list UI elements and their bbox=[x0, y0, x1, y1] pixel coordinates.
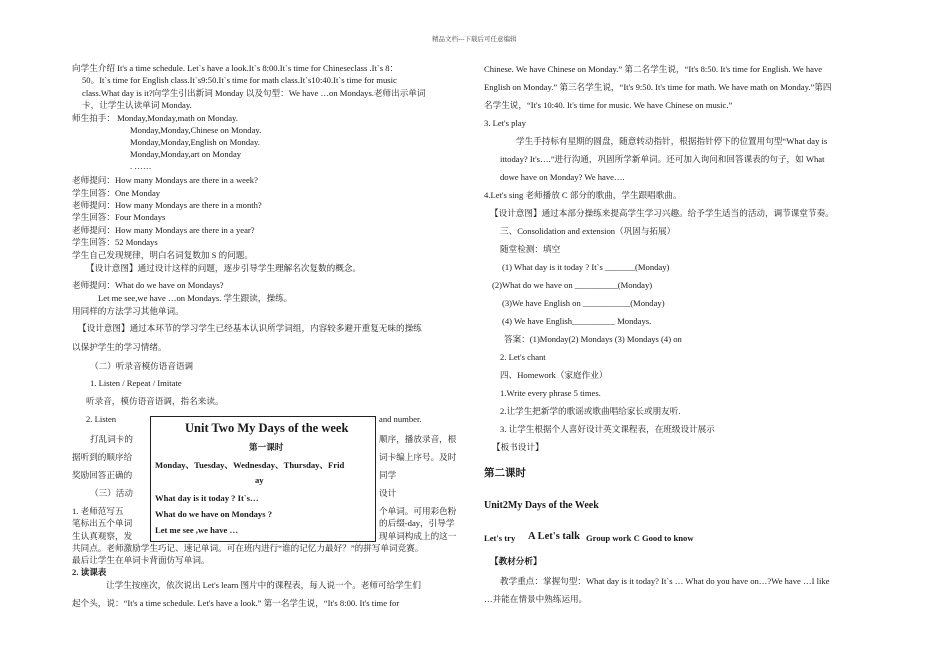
paragraph-fragment: 设计 bbox=[379, 488, 397, 498]
board-title: Unit Two My Days of the week bbox=[185, 421, 349, 435]
board-lesson: 第一课时 bbox=[249, 442, 284, 452]
section-heading: 3. Let's play bbox=[484, 118, 526, 128]
paragraph-line: 让学生按座次，依次说出 Let's learn 图片中的课程表，每人说一个。老师可给学生们 bbox=[106, 580, 421, 590]
analysis-heading: 【教材分析】 bbox=[490, 556, 542, 566]
dialogue-line: 学生回答：One Monday bbox=[72, 188, 161, 198]
design-intent-note: 【设计意图】通过设计这样的问题，逐步引导学生理解名次复数的概念。 bbox=[86, 263, 362, 273]
design-intent-note: 【设计意图】通过本部分操练来提高学生学习兴趣。给予学生适当的活动，调节课堂节奏。 bbox=[490, 208, 834, 218]
paragraph-line: 名学生说，“It's 10:40. It's time for music. We have Chinese on music.” bbox=[484, 100, 733, 110]
paragraph-fragment: 笔标出五个单词 bbox=[72, 518, 133, 528]
design-intent-note: 【设计意图】通过本环节的学习学生已经基本认识所学词组，内容较多避开重复无味的操练 bbox=[78, 323, 422, 333]
dialogue-line: 老师提问：How many Mondays are there in a year? bbox=[72, 225, 255, 235]
paragraph-line: 最后让学生在单词卡背面仿写单词。 bbox=[72, 555, 210, 565]
activity-label: Group work C Good to know bbox=[586, 533, 694, 543]
paragraph-line: 卡，让学生认读单词 Monday. bbox=[82, 100, 192, 110]
board-design-heading: 【板书设计】 bbox=[492, 442, 544, 452]
chant-line: Monday,Monday,art on Monday bbox=[130, 149, 242, 159]
paragraph-fragment: 1. 老师范写五 bbox=[72, 506, 124, 516]
paragraph-line: 用同样的方法学习其他单词。 bbox=[72, 306, 184, 316]
paragraph-line: …并能在情景中熟练运用。 bbox=[484, 594, 588, 604]
paragraph-line: English on Monday.” 第三名学生说，“It's 9:50. It's time for math. We have math on Monday.”第四 bbox=[484, 82, 832, 92]
paragraph-line: 老师提问：What do we have on Mondays? bbox=[72, 280, 224, 290]
board-design-box bbox=[150, 416, 376, 542]
board-question: What do we have on Mondays ? bbox=[155, 509, 272, 519]
paragraph-line: 教学重点：掌握句型：What day is it today? It`s … What do you have on…?We have …I like bbox=[500, 576, 830, 586]
activity-label: A Let's talk bbox=[528, 531, 580, 542]
dialogue-line: 学生回答：52 Mondays bbox=[72, 237, 158, 247]
paragraph-fragment: 奖励回答正确的 bbox=[72, 470, 133, 480]
paragraph-line: 2. Listen bbox=[86, 414, 117, 424]
paragraph-line: Let me see,we have …on Mondays. 学生跟读，操练。 bbox=[98, 293, 293, 303]
header-note: 精品文档---下载后可任意编辑 bbox=[432, 36, 517, 43]
homework-item: 3. 让学生根据个人喜好设计英文课程表，在班级设计展示 bbox=[500, 424, 715, 434]
section-heading: 2. 读课表 bbox=[72, 567, 107, 577]
paragraph-line: 学生手持标有星期的圆盘，随意转动指针，根据指针停下的位置用句型“What day is bbox=[516, 136, 828, 146]
paragraph-line: 向学生介绍 It's a time schedule. Let`s have a look.It`s 8:00.It`s time for Chineseclass .It`s 8： bbox=[72, 63, 399, 73]
board-days-tail: ay bbox=[255, 475, 264, 485]
paragraph-fragment: 打乱词卡的 bbox=[90, 434, 133, 444]
paragraph-line: 随堂检测：填空 bbox=[500, 244, 561, 254]
lesson-heading: 第二课时 bbox=[484, 468, 526, 479]
design-intent-note: 以保护学生的学习情绪。 bbox=[72, 342, 167, 352]
paragraph-line: ittoday? It's….”进行沟通，巩固所学新单词。还可加入询问和回答课表的句子，如 What bbox=[500, 154, 825, 164]
quiz-item: (1) What day is it today ? It`s _______(Monday) bbox=[502, 262, 670, 272]
dialogue-line: 学生回答：Four Mondays bbox=[72, 212, 166, 222]
paragraph-line: 50。It`s time for English class.It`s9:50.It`s time for math class.It`s10:40.It`s time for music bbox=[82, 75, 397, 85]
quiz-answers: 答案：(1)Monday(2) Mondays (3) Mondays (4) on bbox=[504, 334, 682, 344]
paragraph-line: 共同点。老师激励学生巧记、速记单词。可在班内进行“谁的记忆力最好？”的拼写单词竞赛。 bbox=[72, 543, 424, 553]
paragraph-fragment: 个单词。可用彩色粉 bbox=[379, 506, 457, 516]
paragraph-line: 学生自己发现规律，明白名词复数加 S 的问题。 bbox=[72, 250, 253, 260]
paragraph-fragment: 的后缀-day，引导学 bbox=[379, 518, 455, 528]
section-heading: （二）听录音模仿语音语调 bbox=[90, 361, 194, 371]
quiz-item: (3)We have English on ___________(Monday) bbox=[502, 298, 665, 308]
paragraph-fragment: 据听到的顺序给 bbox=[72, 452, 133, 462]
paragraph-fragment: 同学 bbox=[379, 470, 397, 480]
paragraph-line: 2. Let's chant bbox=[500, 352, 546, 362]
paragraph-fragment: and number. bbox=[379, 414, 422, 424]
paragraph-line: 起个头，说：“It's a time schedule. Let's have a look.” 第一名学生说，“It's 8:00. It's time for bbox=[72, 598, 400, 608]
section-heading: 四、Homework（家庭作业） bbox=[500, 370, 608, 380]
activity-label: Let's try bbox=[484, 533, 516, 543]
paragraph-line: 听录音，模仿语音语调，指名来读。 bbox=[86, 396, 224, 406]
paragraph-line: class.What day is it?向学生引出新词 Monday 以及句型：We have …on Mondays.老师出示单词 bbox=[82, 88, 426, 98]
chant-line: Monday,Monday,Chinese on Monday. bbox=[130, 125, 262, 135]
paragraph-line: 1. Listen / Repeat / Imitate bbox=[90, 378, 182, 388]
dialogue-line: 老师提问：How many Mondays are there in a week? bbox=[72, 175, 258, 185]
board-question: What day is it today ? It`s… bbox=[155, 493, 259, 503]
dialogue-line: 老师提问：How many Mondays are there in a month? bbox=[72, 200, 262, 210]
paragraph-line: dowe have on Monday? We have…. bbox=[500, 172, 625, 182]
section-heading: 三、Consolidation and extension（巩固与拓展） bbox=[500, 226, 676, 236]
paragraph-fragment: 词卡编上序号。及时 bbox=[379, 452, 457, 462]
paragraph-line: 师生拍手： Monday,Monday,math on Monday. bbox=[72, 113, 238, 123]
chant-line: . …… bbox=[130, 161, 152, 171]
homework-item: 1.Write every phrase 5 times. bbox=[500, 388, 601, 398]
paragraph-fragment: 生认真观察，发 bbox=[72, 531, 133, 541]
quiz-item: (2)What do we have on __________(Monday) bbox=[492, 280, 653, 290]
paragraph-line: 4.Let's sing 老师播放 C 部分的歌曲，学生跟唱歌曲。 bbox=[484, 190, 682, 200]
section-heading: （三）活动 bbox=[90, 488, 133, 498]
board-days: Monday、Tuesday、Wednesday、Thursday、Frid bbox=[155, 460, 345, 470]
paragraph-fragment: 现单词构成上的这一 bbox=[379, 531, 457, 541]
paragraph-fragment: 顺序，播放录音，根 bbox=[379, 434, 457, 444]
unit-title: Unit2My Days of the Week bbox=[484, 500, 599, 511]
chant-line: Monday,Monday,English on Monday. bbox=[130, 137, 260, 147]
board-question: Let me see ,we have … bbox=[155, 525, 239, 535]
quiz-item: (4) We have English__________ Mondays. bbox=[502, 316, 652, 326]
paragraph-line: Chinese. We have Chinese on Monday.” 第二名学生说，“It's 8:50. It's time for English. We have bbox=[484, 64, 823, 74]
homework-item: 2.让学生把新学的歌谣或歌曲唱给家长或朋友听. bbox=[500, 406, 681, 416]
